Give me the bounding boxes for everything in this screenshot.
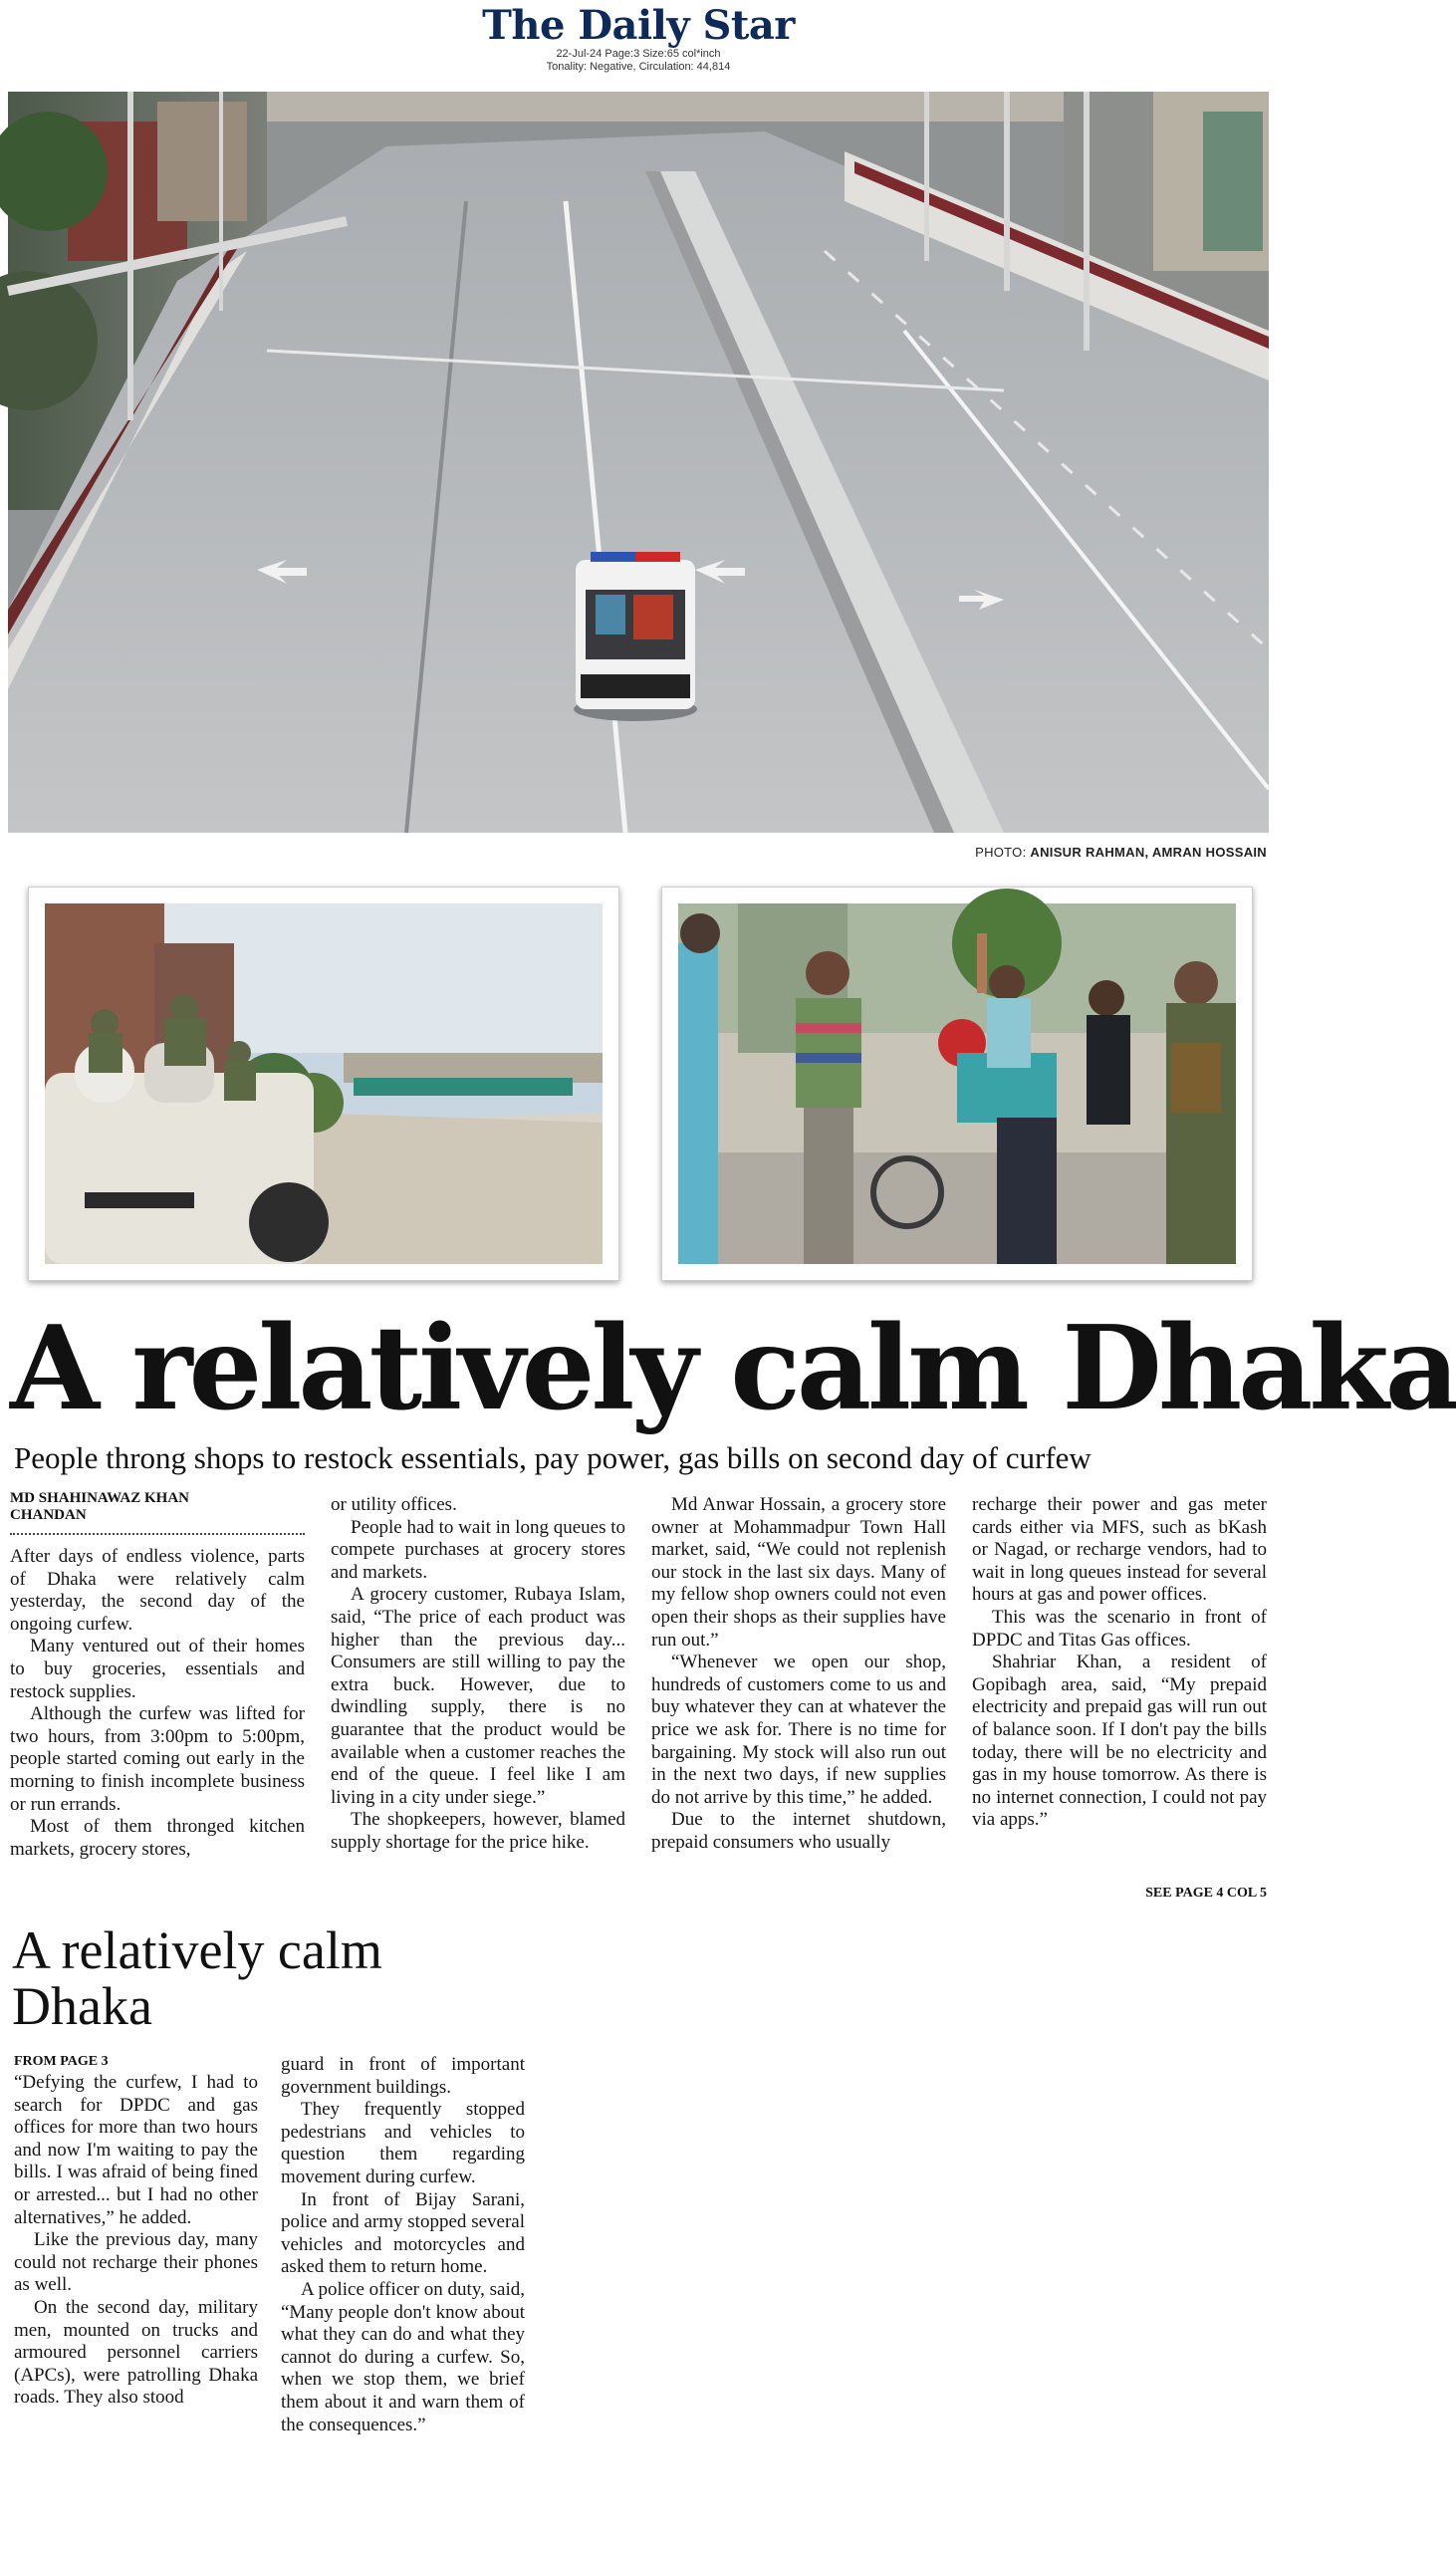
paragraph: The shopkeepers, however, blamed supply shortage for the price hike. [331,1809,625,1853]
article-column-4 [972,1494,1267,1832]
police-vehicle [574,552,697,721]
armoured-vehicle-illustration [45,903,603,1264]
paragraph: They frequently stopped pedestrians and vehicles to question them regarding movement during curfew. [281,2099,525,2187]
paragraph: recharge their power and gas meter cards either via MFS, such as bKash or Nagad, or recharge vendors, had to wait in long queues instead for several hours at gas and power offices. [972,1494,1267,1606]
jump-column-2 [281,2054,525,2436]
paragraph: Although the curfew was lifted for two hours, from 3:00pm to 5:00pm, people started coming out early in the morning to finish incomplete business or run errands. [10,1703,305,1815]
jump-headline-line-1: A relatively calm [12,1920,382,1980]
byline-line-1: MD SHAHINAWAZ KHAN [10,1490,190,1506]
paragraph: On the second day, military men, mounted on trucks and armoured personnel carriers (APCs), were patrolling Dhaka roads. They also stood [14,2296,258,2409]
paragraph: After days of endless violence, parts of Dhaka were relatively calm yesterday, the second day of the ongoing curfew. [10,1546,305,1635]
photo-credit-names: ANISUR RAHMAN, AMRAN HOSSAIN [1030,845,1267,860]
paragraph: People had to wait in long queues to compete purchases at grocery stores and markets. [331,1516,625,1583]
flyover-illustration [8,92,1269,833]
photo-frame-armoured-vehicle [28,887,619,1281]
paragraph: Many ventured out of their homes to buy groceries, essentials and restock supplies. [10,1636,305,1702]
main-photo-empty-flyover [8,92,1269,833]
paragraph: Like the previous day, many could not recharge their phones as well. [14,2229,258,2296]
article-column-2 [331,1494,625,1855]
continued-on-page: SEE PAGE 4 COL 5 [1145,1886,1267,1901]
jump-column-1 [14,2072,258,2410]
jump-headline-line-2: Dhaka [12,1976,152,2036]
newspaper-logo: The Daily Star [482,2,795,49]
subheadline: People throng shops to restock essentials, pay power, gas bills on second day of curfew [14,1440,1092,1475]
headline: A relatively calm Dhaka [10,1301,1456,1436]
jump-headline [12,1922,470,2034]
byline-divider [10,1533,305,1535]
paragraph: This was the scenario in front of DPDC and Titas Gas offices. [972,1606,1267,1651]
photo-frame-police-check [661,887,1253,1281]
byline [10,1490,305,1524]
clipping-meta-line2: Tonality: Negative, Circulation: 44,814 [546,61,731,73]
paragraph: A grocery customer, Rubaya Islam, said, “The price of each product was higher than the previous day... Consumers are still willing to pay the extra buck. However, due to dwindling supply, there is no guarantee that the product would be available when a customer reaches the end of the queue. I feel like I am living in a city under siege.” [331,1584,625,1808]
photo-police-check [678,903,1236,1264]
paragraph: Shahriar Khan, a resident of Gopibagh area, said, “My prepaid electricity and prepaid gas will run out of balance soon. If I don't pay the bills today, there will be no electricity and gas in my house tomorrow. As there is no internet connection, I could not pay via apps.” [972,1652,1267,1831]
paragraph: In front of Bijay Sarani, police and army stopped several vehicles and motorcycles and asked them to return home. [281,2188,525,2278]
paragraph: “Whenever we open our shop, hundreds of customers come to us and buy whatever they can at whatever the price we ask for. There is no time for bargaining. My stock will also run out in the next two days, if new supplies do not arrive by this time,” he added. [651,1652,946,1808]
article-column-3 [651,1494,946,1855]
paragraph: Due to the internet shutdown, prepaid consumers who usually [651,1809,946,1853]
paragraph: guard in front of important government buildings. [281,2054,525,2098]
article-column-1 [10,1490,305,1861]
police-check-illustration [678,903,1236,1264]
paragraph: A police officer on duty, said, “Many people don't know about what they can do and what they cannot do during a curfew. So, when we stop them, we brief them about it and warn them of the consequences.” [281,2278,525,2435]
paragraph: Most of them thronged kitchen markets, grocery stores, [10,1816,305,1860]
photo-credit [975,845,1267,860]
photo-credit-label: PHOTO: [975,845,1031,860]
clipping-meta-line1: 22-Jul-24 Page:3 Size:65 col*inch [556,48,721,60]
byline-line-2: CHANDAN [10,1507,87,1523]
photo-armoured-vehicle [45,903,603,1264]
continued-from-page: FROM PAGE 3 [14,2054,109,2069]
paragraph: Md Anwar Hossain, a grocery store owner at Mohammadpur Town Hall market, said, “We could not replenish our stock in the last six days. Many of my fellow shop owners could not even open their shops as their supplies have run out.” [651,1494,946,1651]
paragraph: “Defying the curfew, I had to search for DPDC and gas offices for more than two hours and now I'm waiting to pay the bills. I was afraid of being fined or arrested... but I had no other alternatives,” he added. [14,2072,258,2228]
paragraph: or utility offices. [331,1494,457,1515]
